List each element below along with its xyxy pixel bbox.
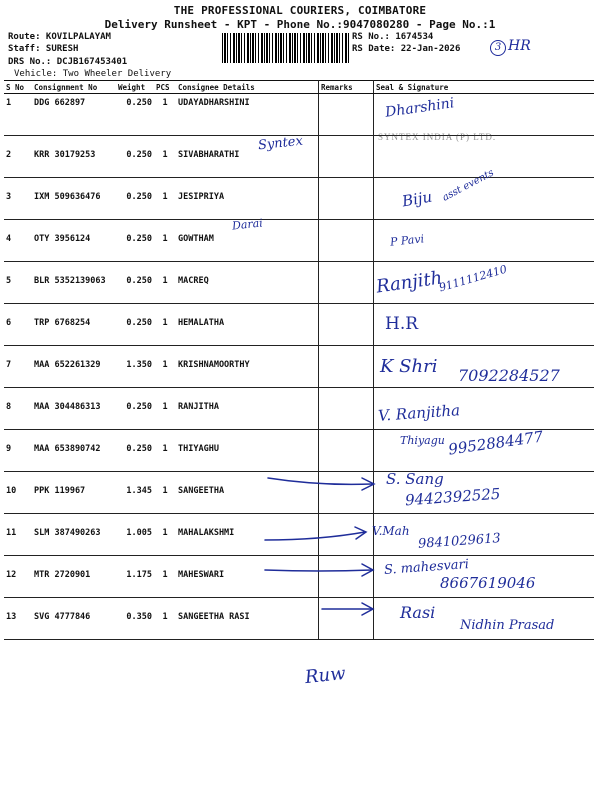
row-weight: 1.175 bbox=[116, 556, 154, 598]
arrow-row-11 bbox=[265, 532, 365, 540]
signature-row-11: V.Mah bbox=[372, 524, 410, 538]
row-pcs: 1 bbox=[154, 472, 176, 514]
drs-label: DRS No.: DCJB167453401 bbox=[8, 57, 128, 67]
row-consignment: MAA 653890742 bbox=[32, 430, 116, 472]
row-weight: 1.005 bbox=[116, 514, 154, 556]
col-weight: Weight bbox=[116, 81, 154, 94]
name-row-13: Nidhin Prasad bbox=[460, 618, 555, 633]
row-consignment: OTY 3956124 bbox=[32, 220, 116, 262]
row-consignment: MTR 2720901 bbox=[32, 556, 116, 598]
row-consignee: THIYAGHU bbox=[176, 430, 319, 472]
signature-row-9: Thiyagu bbox=[400, 434, 445, 447]
row-consignment: MAA 652261329 bbox=[32, 346, 116, 388]
arrow-row-10 bbox=[268, 478, 372, 484]
col-sno: S No bbox=[4, 81, 32, 94]
row-weight: 0.250 bbox=[116, 178, 154, 220]
runsheet-subtitle: Delivery Runsheet - KPT - Phone No.:9047080280 - Page No.:1 bbox=[104, 18, 496, 31]
row-weight: 0.250 bbox=[116, 94, 154, 136]
bottom-signature: Ruw bbox=[304, 662, 347, 689]
row-pcs: 1 bbox=[154, 136, 176, 178]
row-sno: 11 bbox=[4, 514, 32, 556]
row-pcs: 1 bbox=[154, 262, 176, 304]
col-remarks: Remarks bbox=[319, 81, 374, 94]
row-weight: 0.250 bbox=[116, 262, 154, 304]
row-sno: 9 bbox=[4, 430, 32, 472]
row-sno: 10 bbox=[4, 472, 32, 514]
row-consignee: SANGEETHA bbox=[176, 472, 319, 514]
row-consignment: DDG 662897 bbox=[32, 94, 116, 136]
row-sno: 4 bbox=[4, 220, 32, 262]
row-consignment: IXM 509636476 bbox=[32, 178, 116, 220]
signature-row-8: V. Ranjitha bbox=[377, 401, 461, 425]
row-pcs: 1 bbox=[154, 220, 176, 262]
row-consignee: RANJITHA bbox=[176, 388, 319, 430]
row-consignment: SLM 387490263 bbox=[32, 514, 116, 556]
col-consignment: Consignment No bbox=[32, 81, 116, 94]
phone-row-12: 8667619046 bbox=[440, 574, 536, 592]
row-weight: 0.250 bbox=[116, 136, 154, 178]
row-sno: 6 bbox=[4, 304, 32, 346]
signature-row-10: S. Sang bbox=[386, 470, 444, 488]
signature-row-5: Ranjith bbox=[374, 267, 444, 298]
row-sno: 5 bbox=[4, 262, 32, 304]
row-weight: 1.350 bbox=[116, 346, 154, 388]
row-consignment: TRP 6768254 bbox=[32, 304, 116, 346]
circled-number: 3 bbox=[490, 40, 506, 56]
company-title: THE PROFESSIONAL COURIERS, COIMBATORE bbox=[173, 4, 427, 17]
row-pcs: 1 bbox=[154, 346, 176, 388]
row-pcs: 1 bbox=[154, 598, 176, 640]
row-consignee: SIVABHARATHI bbox=[176, 136, 319, 178]
signature-row-13: Rasi bbox=[400, 603, 436, 622]
staff-label: Staff: SURESH bbox=[8, 44, 79, 54]
col-signature: Seal & Signature bbox=[374, 81, 595, 94]
row-weight: 0.350 bbox=[116, 598, 154, 640]
row-consignment: BLR 5352139063 bbox=[32, 262, 116, 304]
row-sno: 2 bbox=[4, 136, 32, 178]
row-sno: 7 bbox=[4, 346, 32, 388]
row-weight: 1.345 bbox=[116, 472, 154, 514]
company-stamp: SYNTEX INDIA (P) LTD. bbox=[378, 132, 497, 142]
phone-row-7: 7092284527 bbox=[458, 366, 560, 385]
phone-row-5: 9111112410 bbox=[437, 262, 509, 295]
signature-row-3: Biju bbox=[400, 187, 434, 211]
row-consignee: HEMALATHA bbox=[176, 304, 319, 346]
row-sno: 3 bbox=[4, 178, 32, 220]
row-consignment: PPK 119967 bbox=[32, 472, 116, 514]
rs-date: RS Date: 22-Jan-2026 bbox=[352, 44, 461, 54]
arrow-row-12 bbox=[265, 570, 372, 571]
phone-row-11: 9841029613 bbox=[417, 531, 502, 552]
signature-row-12: S. mahesvari bbox=[383, 557, 470, 578]
row-pcs: 1 bbox=[154, 388, 176, 430]
row-pcs: 1 bbox=[154, 514, 176, 556]
row-weight: 0.250 bbox=[116, 304, 154, 346]
handwritten-note-row-4: Darai bbox=[231, 216, 264, 233]
signature-row-1: Dharshini bbox=[384, 95, 456, 121]
row-pcs: 1 bbox=[154, 94, 176, 136]
row-pcs: 1 bbox=[154, 178, 176, 220]
hr-text: HR bbox=[508, 38, 531, 54]
row-consignee: MAHALAKSHMI bbox=[176, 514, 319, 556]
handwritten-note-row-2: Syntex bbox=[257, 133, 304, 154]
row-weight: 0.250 bbox=[116, 388, 154, 430]
row-consignee: GOWTHAM bbox=[176, 220, 319, 262]
phone-row-9: 9952884477 bbox=[447, 427, 545, 459]
signature-row-6: H.R bbox=[385, 314, 419, 334]
row-consignment: KRR 30179253 bbox=[32, 136, 116, 178]
signature-row-7: K Shri bbox=[380, 356, 438, 377]
row-sno: 1 bbox=[4, 94, 32, 136]
col-consignee: Consignee Details bbox=[176, 81, 319, 94]
row-sno: 12 bbox=[4, 556, 32, 598]
row-consignment: SVG 4777846 bbox=[32, 598, 116, 640]
row-sno: 8 bbox=[4, 388, 32, 430]
vehicle-label: Vehicle: Two Wheeler Delivery bbox=[14, 69, 172, 79]
route-label: Route: KOVILPALAYAM bbox=[8, 32, 111, 42]
row-consignment: MAA 304486313 bbox=[32, 388, 116, 430]
row-consignee: MAHESWARI bbox=[176, 556, 319, 598]
col-pcs: PCS bbox=[154, 81, 176, 94]
row-consignee: UDAYADHARSHINI bbox=[176, 94, 319, 136]
row-consignee: JESIPRIYA bbox=[176, 178, 319, 220]
row-consignee: MACREQ bbox=[176, 262, 319, 304]
phone-row-10: 9442392525 bbox=[404, 484, 501, 510]
row-weight: 0.250 bbox=[116, 430, 154, 472]
row-pcs: 1 bbox=[154, 556, 176, 598]
row-consignee: KRISHNAMOORTHY bbox=[176, 346, 319, 388]
row-pcs: 1 bbox=[154, 430, 176, 472]
row-consignee: SANGEETHA RASI bbox=[176, 598, 319, 640]
row-weight: 0.250 bbox=[116, 220, 154, 262]
row-sno: 13 bbox=[4, 598, 32, 640]
rs-number: RS No.: 1674534 bbox=[352, 32, 434, 42]
handwritten-note-row-3: asst events bbox=[440, 167, 496, 204]
row-pcs: 1 bbox=[154, 304, 176, 346]
signature-row-4: P Pavi bbox=[389, 232, 425, 249]
